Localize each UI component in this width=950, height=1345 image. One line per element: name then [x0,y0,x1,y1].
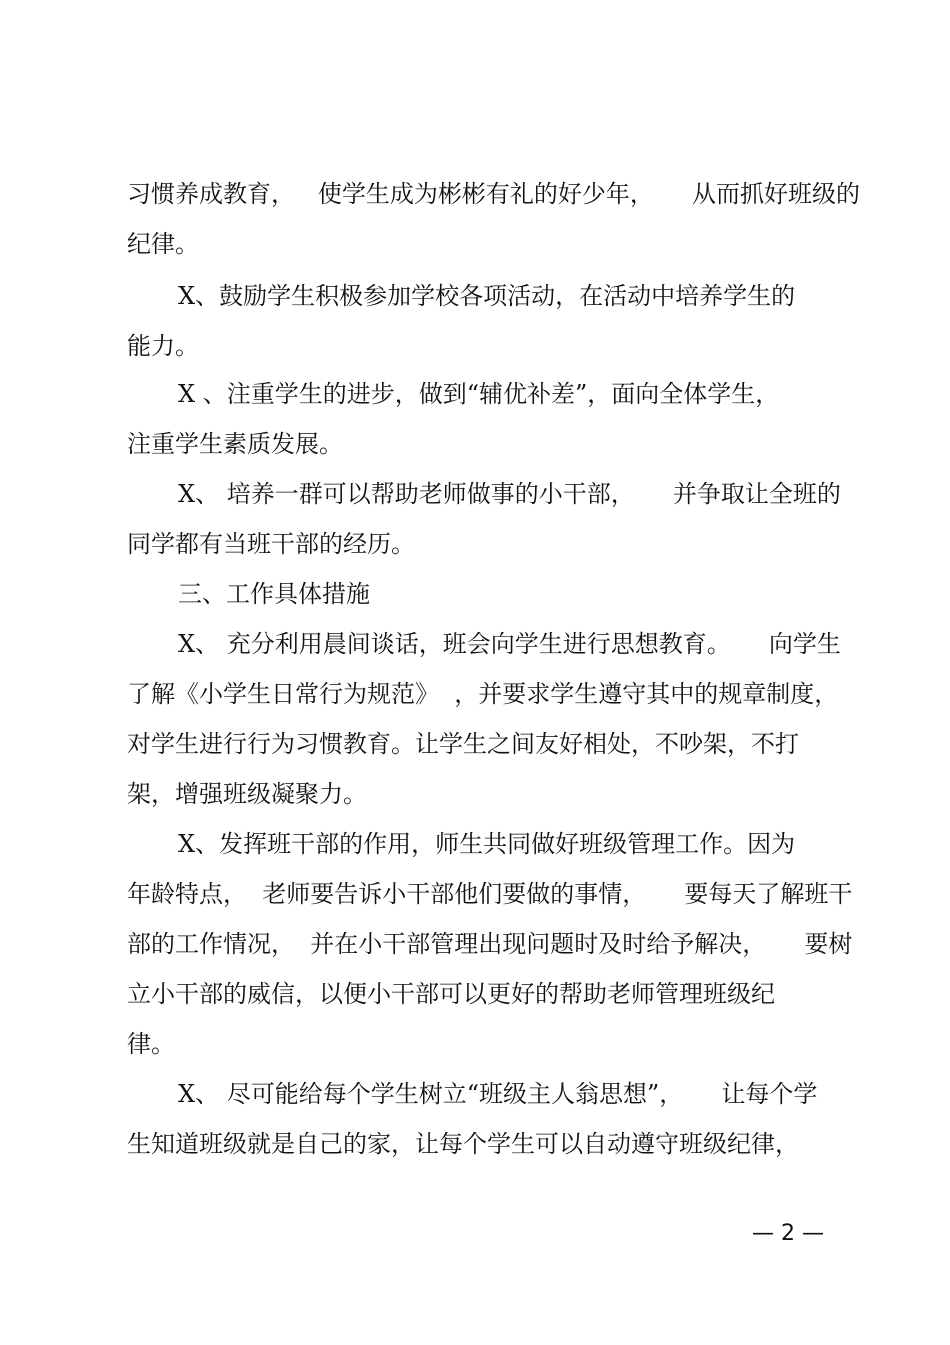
text-line: 生知道班级就是自己的家，让每个学生可以自动遵守班级纪律， [127,1130,799,1158]
text-line: X、 培养一群可以帮助老师做事的小干部， 并争取让全班的 [178,480,841,508]
text-line: 同学都有当班干部的经历。 [127,530,415,558]
page-number: — 2 — [752,1221,824,1246]
text-line: 架，增强班级凝聚力。 [127,780,367,808]
text-line: X、发挥班干部的作用，师生共同做好班级管理工作。因为 [178,830,796,858]
text-line: 能力。 [127,332,199,360]
text-line: 了解《小学生日常行为规范》 ，并要求学生遵守其中的规章制度， [127,680,839,708]
text-line: 注重学生素质发展。 [127,430,343,458]
text-line: 立小干部的威信，以便小干部可以更好的帮助老师管理班级纪 [127,980,775,1008]
text-line: 部的工作情况， 并在小干部管理出现问题时及时给予解决， 要树 [127,930,853,958]
text-line: X、鼓励学生积极参加学校各项活动，在活动中培养学生的 [178,282,796,310]
section-heading: 三、工作具体措施 [178,580,370,608]
text-line: 习惯养成教育， 使学生成为彬彬有礼的好少年， 从而抓好班级的 [127,180,861,208]
text-line: 年龄特点， 老师要告诉小干部他们要做的事情， 要每天了解班干 [127,880,853,908]
text-line: X 、注重学生的进步，做到“辅优补差”，面向全体学生， [178,380,780,408]
text-line: X、 尽可能给每个学生树立“班级主人翁思想”， 让每个学 [178,1080,818,1108]
text-line: 对学生进行行为习惯教育。让学生之间友好相处，不吵架，不打 [127,730,799,758]
text-line: 纪律。 [127,230,199,258]
text-line: 律。 [127,1030,175,1058]
text-line: X、 充分利用晨间谈话，班会向学生进行思想教育。 向学生 [178,630,841,658]
